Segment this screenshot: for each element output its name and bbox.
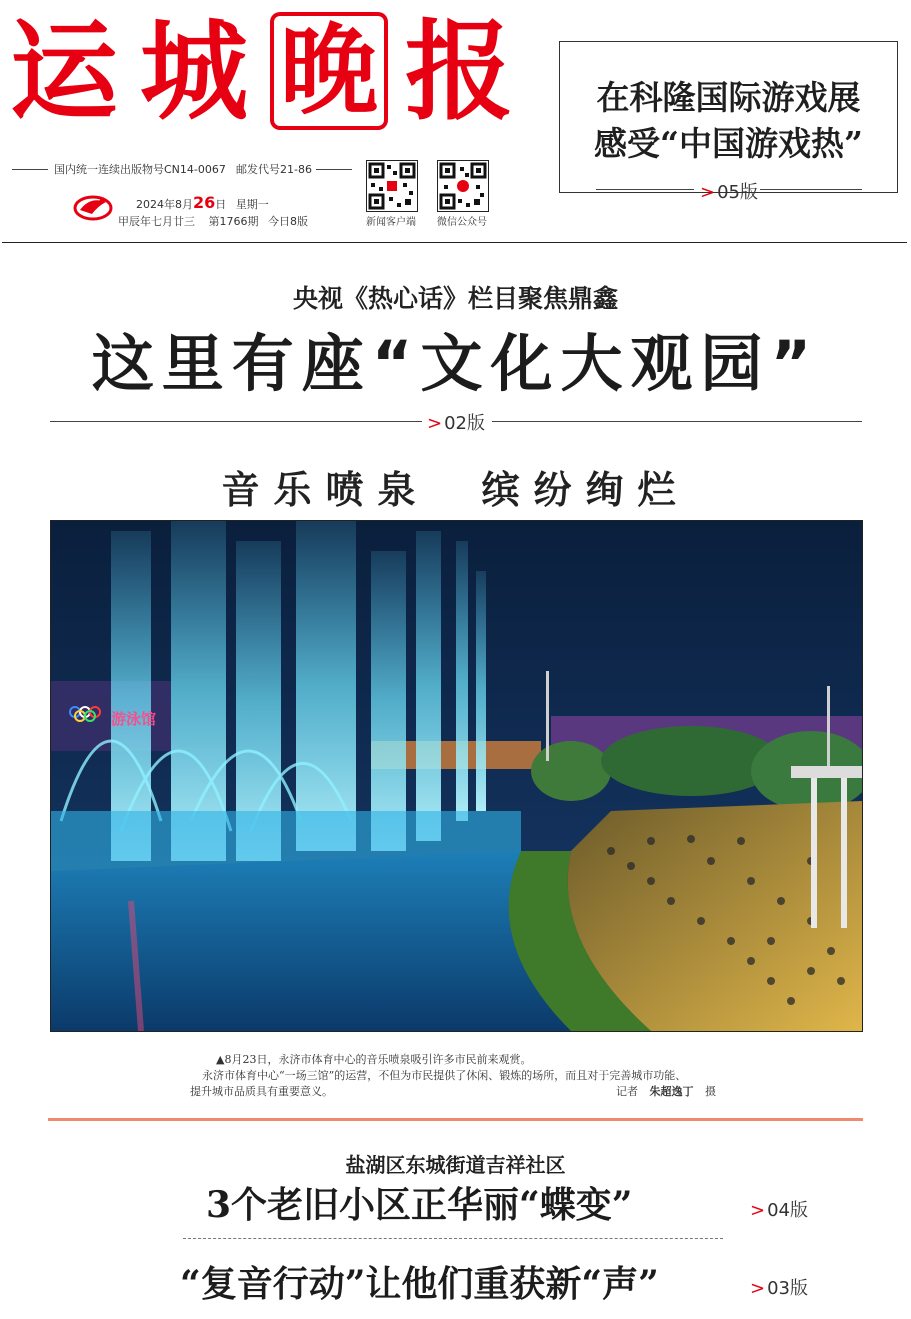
lead-kicker: 央视《热心话》栏目聚焦鼎鑫 xyxy=(292,284,618,313)
teaser-line-1: 在科隆国际游戏展 xyxy=(596,78,861,117)
postal-code: 邮发代号21-86 xyxy=(236,163,312,176)
date-day: 26 xyxy=(193,193,216,212)
story-2-headline[interactable]: “复音行动”让他们重获新“声” xyxy=(180,1263,659,1305)
qr-label-wechat: 微信公众号 xyxy=(437,217,487,228)
photo-credit xyxy=(616,1083,716,1099)
masthead-char-1: 运 xyxy=(10,9,119,135)
photo-title: 音乐喷泉 缤纷绚烂 xyxy=(221,468,690,512)
lead-headline[interactable]: 这里有座“文化大观园” xyxy=(91,327,820,400)
fountain-photo xyxy=(50,520,863,1032)
registration-number: 国内统一连续出版物号CN14-0067 xyxy=(54,163,226,176)
divider xyxy=(316,169,352,170)
newspaper-logo-icon xyxy=(72,192,114,222)
divider xyxy=(12,169,48,170)
issue-info xyxy=(118,213,308,229)
qr-label-client: 新闻客户端 xyxy=(366,217,416,228)
caption-line-2: 永济市体育中心“一场三馆”的运营，不但为市民提供了休闲、锻炼的场所，而且对于完善城市功能、 xyxy=(202,1069,687,1082)
masthead-seal xyxy=(270,12,388,130)
page-ref-text: 03版 xyxy=(767,1278,808,1299)
caption-line-1: ▲8月23日，永济市体育中心的音乐喷泉吸引许多市民前来观赏。 xyxy=(216,1053,532,1066)
venue-sign: 游泳馆 xyxy=(111,710,157,728)
qr-code-icon[interactable] xyxy=(366,160,418,212)
issue-number: 第1766期 xyxy=(208,215,259,228)
teaser-box[interactable] xyxy=(559,41,898,193)
story-2-page-ref[interactable]: > 03版 xyxy=(750,1278,808,1299)
masthead-char-4: 报 xyxy=(405,9,514,135)
qr-code-icon[interactable] xyxy=(437,160,489,212)
page-ref-text: 04版 xyxy=(767,1200,808,1221)
story-1-headline[interactable]: 3个老旧小区正华丽“蝶变” xyxy=(206,1184,633,1226)
credit-suffix: 摄 xyxy=(705,1085,716,1098)
lead-page-ref[interactable]: > 02版 xyxy=(427,413,485,434)
story-1-kicker: 盐湖区东城街道吉祥社区 xyxy=(345,1153,566,1177)
masthead-char-3: 晚 xyxy=(274,16,384,126)
divider xyxy=(492,421,862,422)
date-suffix: 日 xyxy=(215,198,227,211)
story-1-page-ref[interactable]: > 04版 xyxy=(750,1200,808,1221)
divider xyxy=(596,189,694,190)
masthead-rule xyxy=(2,242,907,243)
pages-today: 今日8版 xyxy=(268,215,308,228)
credit-name: 朱超逸丁 xyxy=(649,1085,694,1098)
date-prefix: 2024年8月 xyxy=(136,198,193,211)
page-ref-text: 05版 xyxy=(717,182,758,203)
divider xyxy=(183,1238,723,1239)
teaser-line-2: 感受“中国游戏热” xyxy=(594,124,863,163)
section-divider xyxy=(48,1118,863,1121)
fountain-scene xyxy=(51,521,862,1031)
masthead-char-2: 城 xyxy=(140,9,249,135)
divider xyxy=(760,189,862,190)
lunar-date: 甲辰年七月廿三 xyxy=(118,215,195,228)
weekday: 星期一 xyxy=(235,198,269,211)
caption-line-3: 提升城市品质具有重要意义。 xyxy=(190,1085,333,1098)
teaser-page-ref[interactable]: > 05版 xyxy=(700,182,758,203)
issue-date xyxy=(136,193,269,212)
page-ref-text: 02版 xyxy=(444,413,485,434)
divider xyxy=(50,421,422,422)
credit-prefix: 记者 xyxy=(616,1085,638,1098)
